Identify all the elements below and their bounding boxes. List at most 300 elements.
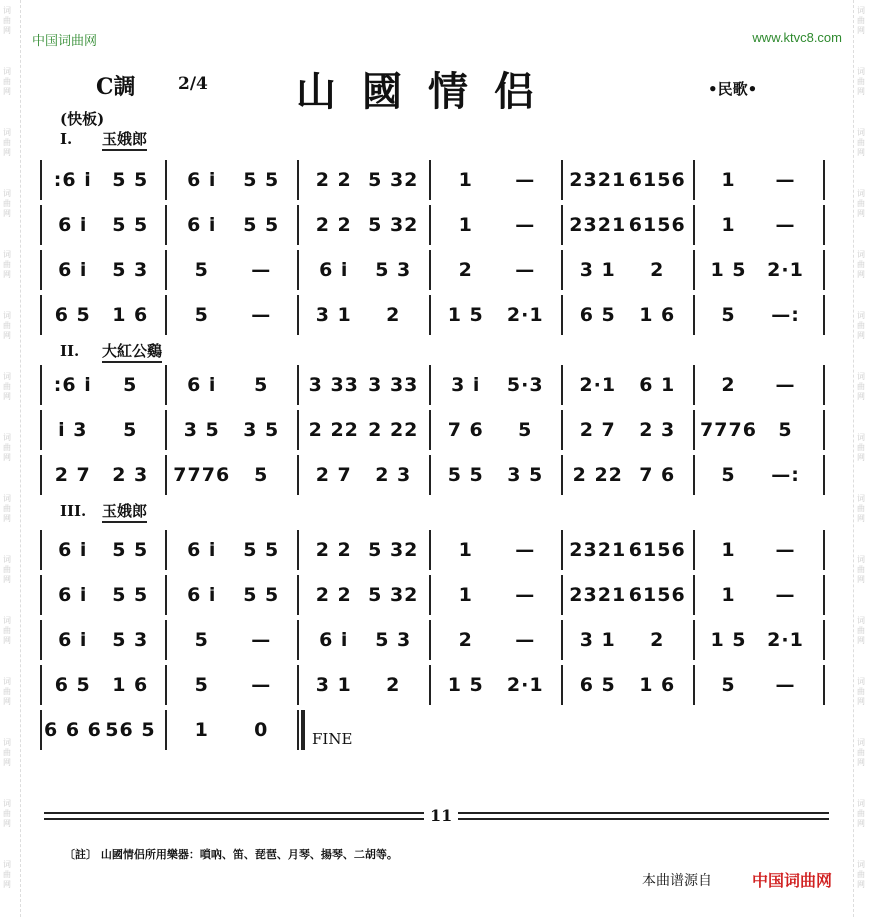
- barline: [561, 250, 563, 290]
- note-group: 2 3: [639, 419, 676, 441]
- barline: [561, 365, 563, 405]
- notation-row: [40, 295, 830, 335]
- watermark-glyph: 词 曲 网: [857, 677, 865, 706]
- note-group: 2 22: [572, 464, 623, 486]
- notation-row: [40, 665, 830, 705]
- note-group: —: [515, 214, 536, 236]
- watermark-glyph: 词 曲 网: [857, 67, 865, 96]
- note-group: 2: [386, 674, 401, 696]
- measure: [168, 665, 295, 705]
- note-group: 2321: [569, 584, 627, 606]
- measure: [432, 455, 559, 495]
- note-group: 1 5: [447, 304, 484, 326]
- note-group: 5: [721, 304, 736, 326]
- measure: [168, 410, 295, 450]
- measure: [168, 160, 295, 200]
- note-group: :6 i: [53, 374, 92, 396]
- note-group: 2 2: [315, 539, 352, 561]
- barline: [693, 295, 695, 335]
- barline: [429, 620, 431, 660]
- barline: [561, 530, 563, 570]
- note-group: 5 5: [243, 214, 280, 236]
- barline: [40, 410, 42, 450]
- barline: [429, 575, 431, 615]
- measure: [696, 620, 818, 660]
- note-group: 2: [721, 374, 736, 396]
- note-group: 1 6: [112, 674, 149, 696]
- measure: [696, 295, 818, 335]
- section-name: 玉娥郎: [102, 502, 147, 523]
- genre-label: •民歌•: [708, 80, 758, 98]
- barline: [561, 160, 563, 200]
- barline: [297, 530, 299, 570]
- notation-row: [40, 205, 830, 245]
- barline: [297, 160, 299, 200]
- note-group: 2·1: [767, 259, 804, 281]
- note-group: 6 i: [58, 214, 88, 236]
- note-group: 2·1: [506, 304, 544, 326]
- note-group: 3 1: [315, 674, 352, 696]
- barline: [693, 620, 695, 660]
- note-group: 6 i: [58, 584, 88, 606]
- note-group: 5: [721, 674, 736, 696]
- tempo-marking: (快板): [60, 110, 105, 128]
- measure: [564, 365, 691, 405]
- note-group: 5 3: [375, 629, 412, 651]
- notation-row: [40, 365, 830, 405]
- section-number: I.: [60, 130, 73, 148]
- left-watermark-strip: [0, 0, 21, 917]
- note-group: 6 6 6: [44, 719, 102, 741]
- note-group: 6156: [628, 169, 686, 191]
- source-label: 本曲谱源自: [642, 872, 712, 888]
- note-group: 6156: [628, 214, 686, 236]
- measure: [432, 665, 559, 705]
- note-group: 5 3: [112, 629, 149, 651]
- note-group: 1: [721, 169, 736, 191]
- barline: [40, 620, 42, 660]
- barline: [165, 665, 167, 705]
- notation-row: [40, 250, 830, 290]
- measure: [40, 455, 163, 495]
- note-group: 2·1: [506, 674, 544, 696]
- section-heading-2: [60, 340, 162, 361]
- watermark-glyph: 词 曲 网: [3, 6, 11, 35]
- note-group: 7 6: [447, 419, 484, 441]
- note-group: 6 1: [639, 374, 676, 396]
- note-group: 6 5: [54, 304, 91, 326]
- note-group: 5 3: [112, 259, 149, 281]
- measure: [696, 205, 818, 245]
- watermark-glyph: 词 曲 网: [857, 311, 865, 340]
- watermark-glyph: 词 曲 网: [3, 555, 11, 584]
- note-group: 7776: [700, 419, 757, 441]
- barline: [823, 295, 825, 335]
- note-group: 6156: [628, 539, 686, 561]
- barline: [823, 575, 825, 615]
- page-number: 11: [424, 806, 458, 825]
- note-group: 3 33: [308, 374, 359, 396]
- note-group: 2321: [569, 539, 627, 561]
- measure: [564, 410, 691, 450]
- barline: [823, 160, 825, 200]
- note-group: 6 5: [579, 674, 616, 696]
- measure: [40, 410, 163, 450]
- note-group: —: [775, 214, 796, 236]
- measure: [40, 710, 163, 750]
- measure: [432, 205, 559, 245]
- note-group: 6 i: [58, 539, 88, 561]
- note-group: 5 5: [112, 214, 149, 236]
- note-group: —: [775, 674, 796, 696]
- measure: [300, 365, 427, 405]
- measure: [168, 575, 295, 615]
- measure: [300, 620, 427, 660]
- barline: [165, 455, 167, 495]
- barline: [823, 530, 825, 570]
- barline: [297, 665, 299, 705]
- note-group: —: [775, 539, 796, 561]
- barline: [40, 665, 42, 705]
- barline: [561, 410, 563, 450]
- note-group: 6 i: [58, 629, 88, 651]
- section-heading-1: [60, 128, 147, 149]
- measure: [300, 410, 427, 450]
- barline: [429, 160, 431, 200]
- measure: [300, 530, 427, 570]
- watermark-glyph: 词 曲 网: [3, 67, 11, 96]
- barline: [823, 250, 825, 290]
- watermark-glyph: 词 曲 网: [857, 799, 865, 828]
- barline: [823, 665, 825, 705]
- note-group: 6 i: [319, 259, 349, 281]
- barline: [297, 455, 299, 495]
- note-group: 2 22: [368, 419, 419, 441]
- barline: [561, 665, 563, 705]
- barline: [561, 455, 563, 495]
- measure: [696, 455, 818, 495]
- watermark-glyph: 词 曲 网: [3, 494, 11, 523]
- key-signature: C調: [96, 74, 136, 100]
- note-group: 2321: [569, 214, 627, 236]
- measure: [696, 160, 818, 200]
- fine-marking: FINE: [312, 730, 353, 748]
- measure: [564, 530, 691, 570]
- measure: [432, 620, 559, 660]
- measure: [40, 205, 163, 245]
- note-group: —: [251, 259, 272, 281]
- barline: [165, 410, 167, 450]
- note-group: 5 5: [112, 169, 149, 191]
- watermark-glyph: 词 曲 网: [3, 189, 11, 218]
- measure: [168, 710, 295, 750]
- barline: [693, 575, 695, 615]
- note-group: 3 1: [579, 629, 616, 651]
- measure: [300, 455, 427, 495]
- measure: [432, 160, 559, 200]
- note-group: —: [515, 584, 536, 606]
- note-group: 5: [194, 304, 209, 326]
- barline: [165, 205, 167, 245]
- note-group: —: [775, 169, 796, 191]
- measure: [432, 365, 559, 405]
- barline: [297, 710, 299, 750]
- watermark-glyph: 词 曲 网: [857, 494, 865, 523]
- note-group: 5: [194, 259, 209, 281]
- barline: [40, 365, 42, 405]
- note-group: —: [515, 629, 536, 651]
- watermark-glyph: 词 曲 网: [857, 6, 865, 35]
- measure: [564, 620, 691, 660]
- note-group: 7776: [173, 464, 231, 486]
- measure: [300, 295, 427, 335]
- note-group: —: [251, 674, 272, 696]
- barline: [429, 295, 431, 335]
- measure: [432, 250, 559, 290]
- barline: [823, 620, 825, 660]
- barline: [693, 410, 695, 450]
- barline: [693, 205, 695, 245]
- measure: [40, 575, 163, 615]
- measure: [564, 295, 691, 335]
- note-group: 1: [458, 539, 473, 561]
- note-group: 2: [650, 629, 665, 651]
- watermark-glyph: 词 曲 网: [857, 250, 865, 279]
- watermark-glyph: 词 曲 网: [3, 311, 11, 340]
- note-group: 6156: [628, 584, 686, 606]
- barline: [40, 455, 42, 495]
- watermark-glyph: 词 曲 网: [3, 250, 11, 279]
- barline: [429, 250, 431, 290]
- note-group: 5 5: [112, 584, 149, 606]
- note-group: 6 5: [54, 674, 91, 696]
- watermark-glyph: 词 曲 网: [857, 860, 865, 889]
- site-name-header[interactable]: 中国词曲网: [32, 33, 98, 48]
- note-group: :6 i: [53, 169, 92, 191]
- measure: [432, 575, 559, 615]
- note-group: 1: [458, 584, 473, 606]
- measure: [40, 250, 163, 290]
- watermark-glyph: 词 曲 网: [857, 372, 865, 401]
- section-number: II.: [60, 342, 80, 360]
- barline: [429, 410, 431, 450]
- barline: [165, 530, 167, 570]
- barline: [40, 575, 42, 615]
- note-group: 2 3: [112, 464, 149, 486]
- note-group: 2 2: [315, 214, 352, 236]
- watermark-glyph: 词 曲 网: [3, 677, 11, 706]
- note-group: 2·1: [767, 629, 804, 651]
- barline: [823, 455, 825, 495]
- note-group: 2 2: [315, 169, 352, 191]
- note-group: 1: [194, 719, 209, 741]
- measure: [564, 250, 691, 290]
- barline: [823, 365, 825, 405]
- measure: [300, 250, 427, 290]
- barline: [297, 575, 299, 615]
- measure: [300, 160, 427, 200]
- watermark-glyph: 词 曲 网: [857, 189, 865, 218]
- note-group: 5 32: [368, 584, 419, 606]
- site-url-header[interactable]: www.ktvc8.com: [752, 30, 842, 45]
- notation-row: [40, 530, 830, 570]
- source-site-link[interactable]: 中国词曲网: [752, 873, 833, 890]
- barline: [165, 295, 167, 335]
- note-group: 1 5: [710, 259, 747, 281]
- note-group: 7 6: [639, 464, 676, 486]
- note-group: 5 32: [368, 214, 419, 236]
- measure: [168, 295, 295, 335]
- note-group: 2 7: [579, 419, 616, 441]
- note-group: —:: [771, 464, 800, 486]
- note-group: 1: [721, 214, 736, 236]
- barline: [561, 295, 563, 335]
- note-group: 3 5: [243, 419, 280, 441]
- measure: [300, 205, 427, 245]
- note-group: —:: [771, 304, 800, 326]
- watermark-glyph: 词 曲 网: [3, 372, 11, 401]
- watermark-glyph: 词 曲 网: [3, 738, 11, 767]
- note-group: 6 i: [58, 259, 88, 281]
- note-group: 6 i: [187, 214, 217, 236]
- note-group: 3 5: [507, 464, 544, 486]
- instrument-footnote: 〔註〕 山國情侣所用樂器：嗩吶、笛、琵琶、月琴、揚琴、二胡等。: [64, 848, 398, 861]
- note-group: 5: [778, 419, 793, 441]
- measure: [168, 620, 295, 660]
- barline: [40, 250, 42, 290]
- barline: [40, 205, 42, 245]
- measure: [40, 295, 163, 335]
- barline: [561, 205, 563, 245]
- measure: [564, 575, 691, 615]
- measure: [564, 205, 691, 245]
- barline: [429, 205, 431, 245]
- barline: [429, 530, 431, 570]
- barline: [297, 410, 299, 450]
- watermark-glyph: 词 曲 网: [857, 738, 865, 767]
- note-group: 2321: [569, 169, 627, 191]
- barline: [40, 710, 42, 750]
- note-group: —: [775, 584, 796, 606]
- barline: [40, 160, 42, 200]
- note-group: 6 i: [187, 169, 217, 191]
- barline: [823, 205, 825, 245]
- note-group: 5: [194, 674, 209, 696]
- watermark-glyph: 词 曲 网: [3, 860, 11, 889]
- note-group: 2 3: [375, 464, 412, 486]
- song-title: 山國情侣: [296, 68, 560, 115]
- measure: [696, 410, 818, 450]
- note-group: 2: [650, 259, 665, 281]
- measure: [168, 530, 295, 570]
- note-group: 3 1: [579, 259, 616, 281]
- barline: [165, 160, 167, 200]
- note-group: 2 7: [315, 464, 352, 486]
- notation-row: [40, 160, 830, 200]
- note-group: —: [251, 629, 272, 651]
- note-group: 5: [123, 374, 138, 396]
- note-group: 5 5: [112, 539, 149, 561]
- note-group: 5 3: [375, 259, 412, 281]
- measure: [300, 665, 427, 705]
- barline: [40, 295, 42, 335]
- barline: [429, 455, 431, 495]
- note-group: 1 6: [639, 674, 676, 696]
- barline: [561, 620, 563, 660]
- measure: [564, 160, 691, 200]
- measure: [300, 575, 427, 615]
- measure: [40, 365, 163, 405]
- note-group: 1: [721, 584, 736, 606]
- notation-row: [40, 710, 830, 750]
- barline: [823, 410, 825, 450]
- measure: [432, 530, 559, 570]
- measure: [432, 295, 559, 335]
- watermark-glyph: 词 曲 网: [857, 555, 865, 584]
- note-group: 5·3: [506, 374, 544, 396]
- measure: [564, 455, 691, 495]
- measure: [564, 665, 691, 705]
- measure: [168, 455, 295, 495]
- note-group: 5: [194, 629, 209, 651]
- notation-row: [40, 620, 830, 660]
- watermark-glyph: 词 曲 网: [3, 799, 11, 828]
- note-group: 1: [721, 539, 736, 561]
- note-group: 1: [458, 214, 473, 236]
- measure: [40, 160, 163, 200]
- note-group: 1 6: [639, 304, 676, 326]
- section-heading-3: [60, 500, 147, 521]
- watermark-glyph: 词 曲 网: [857, 616, 865, 645]
- note-group: 2: [386, 304, 401, 326]
- watermark-glyph: 词 曲 网: [3, 616, 11, 645]
- measure: [168, 365, 295, 405]
- note-group: i 3: [58, 419, 88, 441]
- barline: [693, 365, 695, 405]
- note-group: —: [251, 304, 272, 326]
- barline: [693, 455, 695, 495]
- note-group: 2 7: [54, 464, 91, 486]
- section-name: 玉娥郎: [102, 130, 147, 151]
- note-group: 3 i: [451, 374, 481, 396]
- right-watermark-strip: [853, 0, 874, 917]
- note-group: 1 5: [447, 674, 484, 696]
- barline: [561, 575, 563, 615]
- barline: [693, 665, 695, 705]
- note-group: 5: [254, 464, 269, 486]
- measure: [696, 250, 818, 290]
- notation-row: [40, 410, 830, 450]
- note-group: 1 5: [710, 629, 747, 651]
- barline: [165, 620, 167, 660]
- note-group: 3 33: [368, 374, 419, 396]
- note-group: 5 32: [368, 169, 419, 191]
- measure: [40, 665, 163, 705]
- note-group: 5: [721, 464, 736, 486]
- note-group: 1 6: [112, 304, 149, 326]
- barline: [693, 160, 695, 200]
- measure: [696, 575, 818, 615]
- note-group: —: [775, 374, 796, 396]
- watermark-glyph: 词 曲 网: [3, 128, 11, 157]
- barline: [165, 575, 167, 615]
- note-group: 1: [458, 169, 473, 191]
- measure: [696, 365, 818, 405]
- note-group: 2 22: [308, 419, 359, 441]
- barline: [693, 530, 695, 570]
- section-number: III.: [60, 502, 87, 520]
- note-group: 6 5: [579, 304, 616, 326]
